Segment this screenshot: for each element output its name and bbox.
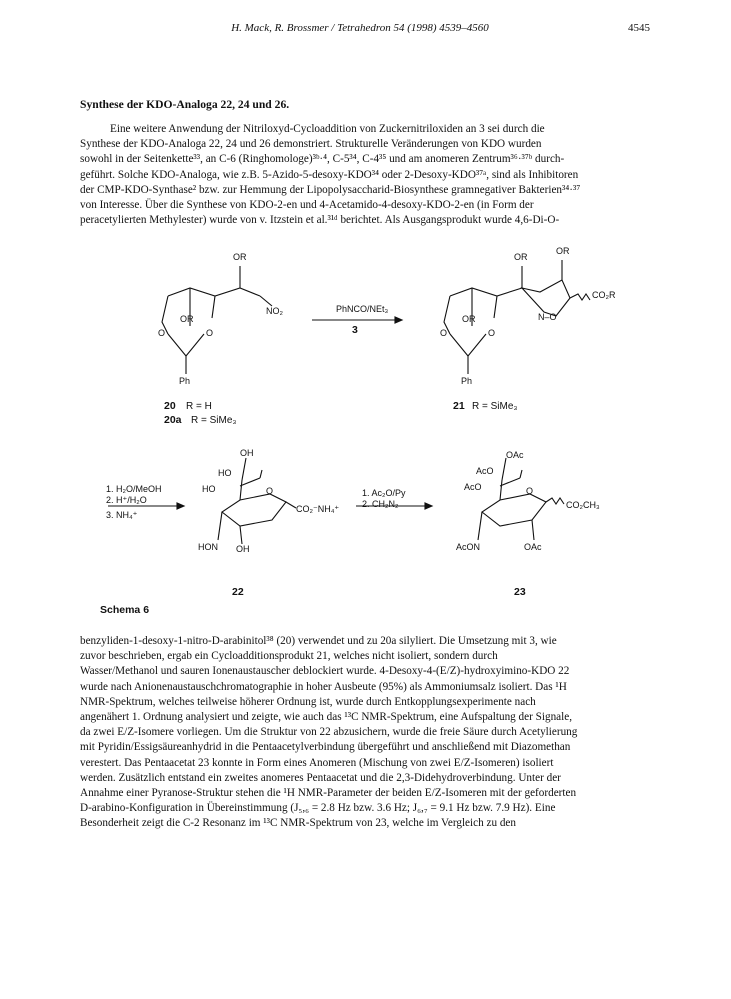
reagent-label: PhNCO/NEt₃ bbox=[336, 304, 389, 314]
label-o: O bbox=[266, 486, 274, 496]
label-or: OR bbox=[556, 246, 570, 256]
paragraph-intro bbox=[80, 122, 647, 228]
text-line: verestert. Das Pentaacetat 23 konnte in Form eines Anomeren (Mischung von zwei E/Z-Isomeren) isoliert bbox=[80, 756, 554, 769]
label-or: OR bbox=[462, 314, 476, 324]
reaction-scheme bbox=[100, 244, 660, 614]
label-aco: AcO bbox=[464, 482, 482, 492]
label-carboxylate: CO₂⁻NH₄⁺ bbox=[296, 504, 340, 514]
text-line: von Interesse. Über die Synthese von KDO-2-en und 4-Acetamido-4-desoxy-KDO-2-en (in Form der bbox=[80, 199, 534, 212]
label-oac: OAc bbox=[506, 450, 524, 460]
scheme-bonds-drawing bbox=[100, 244, 660, 614]
label-no2: NO₂ bbox=[266, 306, 283, 316]
label-aco: AcO bbox=[476, 466, 494, 476]
label-hon: HON bbox=[198, 542, 218, 552]
label-ph: Ph bbox=[179, 376, 191, 386]
text-line: Wasser/Methanol und sauren Ionenaustauscher deblockiert wurde. 4-Desoxy-4-(E/Z)-hydroxyimino-KDO 22 bbox=[80, 665, 570, 678]
text-line: Besonderheit zeigt die C-2 Resonanz im ¹³C NMR-Spektrum von 23, welche im Vergleich zu den bbox=[80, 817, 516, 830]
section-heading: Synthese der KDO-Analoga 22, 24 und 26. bbox=[80, 98, 290, 111]
text-line: benzyliden-1-desoxy-1-nitro-D-arabinitol³⁸ (20) verwendet und zu 20a silyliert. Die Umsetzung mit 3, wie bbox=[80, 635, 557, 647]
text-line: geführt. Solche KDO-Analoga, wie z.B. 5-Azido-5-desoxy-KDO³⁴ oder 2-Desoxy-KDO³⁷ᵃ, sind als Inhibitoren bbox=[80, 168, 579, 181]
text-line: mit Pyridin/Essigsäureanhydrid in die Pentaacetylverbindung übergeführt und anschließend mit Diazomethan bbox=[80, 741, 571, 754]
label-o: O bbox=[158, 328, 166, 338]
paragraph-main bbox=[80, 634, 647, 832]
label-ho: HO bbox=[202, 484, 216, 494]
text-line: angenähert 1. Ordnung analysiert und zeigte, wie auch das ¹³C NMR-Spektrum, eine Aufspaltung der Signale, bbox=[80, 711, 572, 724]
text-line: NMR-Spektrum, welches teilweise höherer Ordnung ist, wurde durch Entkopplungsexperimente nach bbox=[80, 695, 536, 708]
reaction-arrow-1 bbox=[312, 317, 402, 323]
label-or: OR bbox=[233, 252, 247, 262]
compound-number: 21 bbox=[453, 400, 465, 412]
reagent-compound-number: 3 bbox=[352, 324, 358, 336]
compound-definition: R = H bbox=[186, 401, 212, 412]
text-line: Annahme einer Pyranose-Struktur stehen die ¹H NMR-Parameter der beiden E/Z-Isomeren mit der geforderten bbox=[80, 787, 577, 800]
text-line: peracetylierten Methylester) wurde von v. Itzstein et al.³¹ᵈ berichtet. Als Ausgangsprodukt wurde 4,6-Di-O- bbox=[80, 214, 560, 227]
label-o: O bbox=[488, 328, 496, 338]
label-oh: OH bbox=[240, 448, 254, 458]
step-label: 3. NH₄⁺ bbox=[106, 510, 138, 520]
compound-number: 22 bbox=[232, 586, 244, 598]
step-label: 2. H⁺/H₂O bbox=[106, 495, 147, 505]
text-line: D-arabino-Konfiguration in Übereinstimmung (J₅,₆ = 2.8 Hz bzw. 3.6 Hz; J₆,₇ = 9.1 Hz bzw. 7.9 Hz). Eine bbox=[80, 802, 556, 815]
step-label: 1. H₂O/MeOH bbox=[106, 484, 162, 494]
compound-definition: R = SiMe₃ bbox=[472, 401, 518, 412]
label-o: O bbox=[526, 486, 534, 496]
text-line: sowohl in der Seitenkette³³, an C-6 (Ringhomologe)³ᵇ·⁴, C-5³⁴, C-4³⁵ und am anomeren Zentrum³⁶·³⁷ᵇ durch- bbox=[80, 153, 565, 166]
text-line: da zwei E/Z-Isomere vorliegen. Um die Struktur von 22 abzusichern, wurde die freie Säure durch Acetylierung bbox=[80, 726, 578, 739]
text-line: Synthese der KDO-Analoga 22, 24 und 26 demonstriert. Strukturelle Veränderungen von KDO wurden bbox=[80, 138, 542, 151]
text-line: der CMP-KDO-Synthase² bzw. zur Hemmung der Lipopolysaccharid-Biosynthese gramnegativer Bakterien³⁴·³⁷ bbox=[80, 183, 581, 196]
text-line: zuvor beschrieben, ergab ein Cycloadditionsprodukt 21, welches nicht isoliert, sondern durch bbox=[80, 650, 498, 663]
label-n-o: N–O bbox=[538, 312, 557, 322]
running-head: H. Mack, R. Brossmer / Tetrahedron 54 (1998) 4539–4560 bbox=[231, 22, 489, 34]
compound-number: 20 bbox=[164, 400, 176, 412]
text-line: werden. Zusätzlich entstand ein zweites anomeres Pentaacetat und die 2,3-Didehydroverbindung. Unter der bbox=[80, 771, 561, 784]
label-or: OR bbox=[514, 252, 528, 262]
structure-20 bbox=[162, 266, 272, 374]
label-oh: OH bbox=[236, 544, 250, 554]
label-ph: Ph bbox=[461, 376, 473, 386]
label-or: OR bbox=[180, 314, 194, 324]
step-label: 1. Ac₂O/Py bbox=[362, 488, 406, 498]
label-ester: CO₂CH₃ bbox=[566, 500, 600, 510]
compound-number: 23 bbox=[514, 586, 526, 598]
compound-definition: R = SiMe₃ bbox=[191, 415, 237, 426]
text-line: wurde nach Anionenaustauschchromatographie in hoher Ausbeute (95%) als Ammoniumsalz isoliert. Das ¹H bbox=[80, 680, 567, 693]
label-acon: AcON bbox=[456, 542, 481, 552]
page-number: 4545 bbox=[628, 22, 650, 34]
text-line: Eine weitere Anwendung der Nitriloxyd-Cycloaddition von Zuckernitriloxiden an 3 sei durch die bbox=[110, 123, 545, 135]
label-o: O bbox=[206, 328, 214, 338]
label-co2r: CO₂R bbox=[592, 290, 616, 300]
scheme-title: Schema 6 bbox=[100, 604, 150, 616]
compound-number: 20a bbox=[164, 414, 182, 426]
label-o: O bbox=[440, 328, 448, 338]
label-ho: HO bbox=[218, 468, 232, 478]
label-oac: OAc bbox=[524, 542, 542, 552]
step-label: 2. CH₂N₂ bbox=[362, 499, 399, 509]
